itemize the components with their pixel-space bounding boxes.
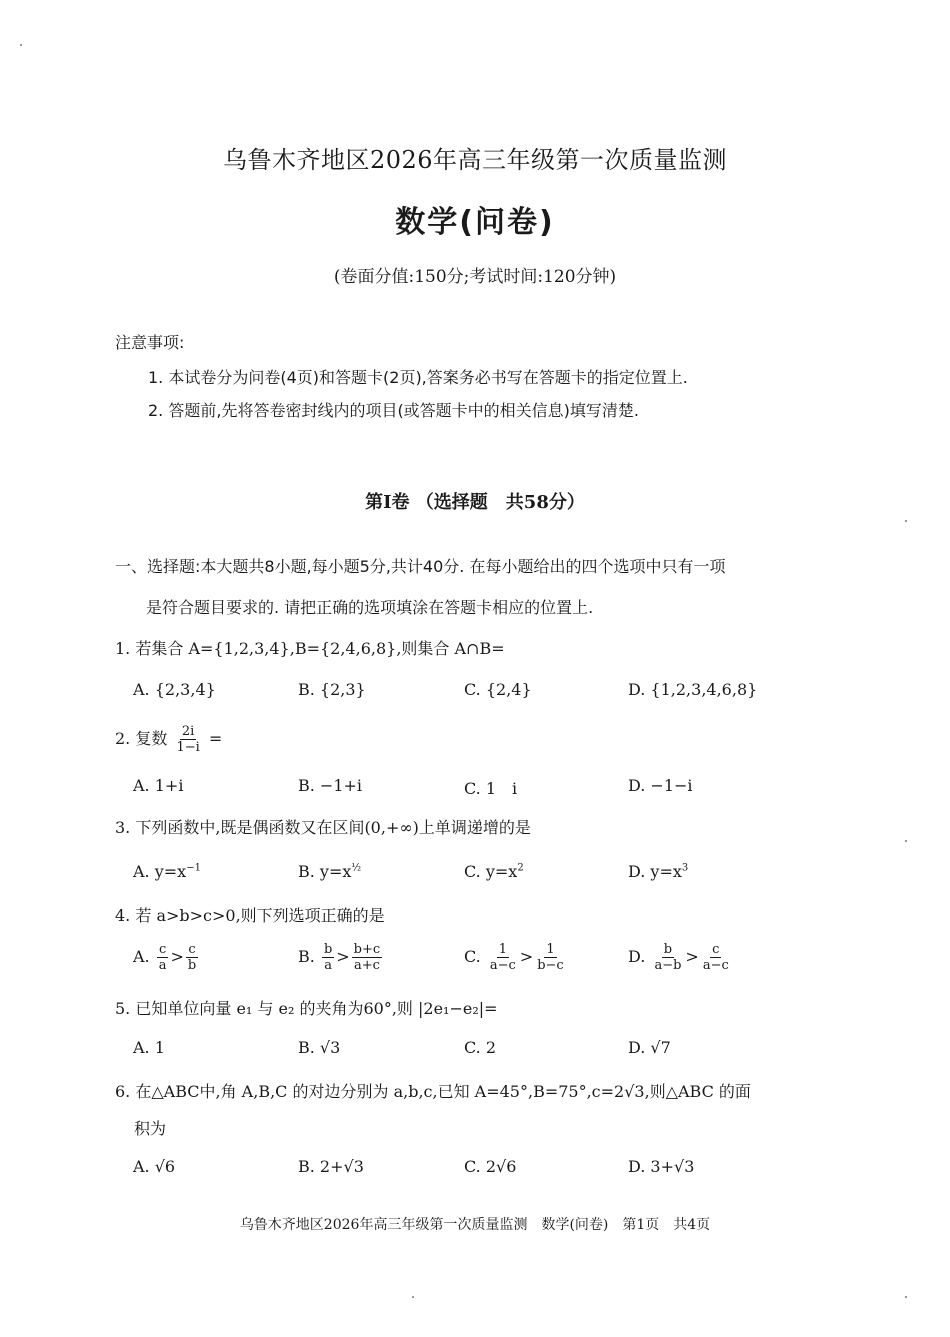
question-4-stem: 4. 若 a>b>c>0,则下列选项正确的是 xyxy=(115,906,385,925)
q6-option-a: A. √6 xyxy=(133,1157,176,1176)
q4-option-a: A. $\frac{c}{a}$ > $\frac{c}{b}$ xyxy=(133,942,197,973)
question-3-stem: 3. 下列函数中,既是偶函数又在区间(0,+∞)上单调递增的是 xyxy=(115,818,531,837)
q2-option-d: D. −1−i xyxy=(628,776,693,795)
q4-option-d: D. $\frac{b}{a-b}$ > $\frac{c}{a-c}$ xyxy=(628,942,729,973)
q1-option-d: D. {1,2,3,4,6,8} xyxy=(628,680,758,699)
note-item-2: 2. 答题前,先将答卷密封线内的项目(或答题卡中的相关信息)填写清楚. xyxy=(148,401,640,420)
scan-speck xyxy=(905,1296,907,1298)
q6-option-d: D. 3+√3 xyxy=(628,1157,695,1176)
question-6-stem-line2: 积为 xyxy=(134,1119,167,1138)
notes-heading: 注意事项: xyxy=(115,333,185,352)
q2-option-b: B. −1+i xyxy=(298,776,363,795)
q2-option-a: A. 1+i xyxy=(133,776,184,795)
part-title: 第Ⅰ卷 （选择题 共58分） xyxy=(365,492,585,513)
q4-option-c: C. $\frac{1}{a-c}$ > $\frac{1}{b-c}$ xyxy=(464,942,564,973)
note-item-1: 1. 本试卷分为问卷(4页)和答题卡(2页),答案务必书写在答题卡的指定位置上. xyxy=(148,368,688,387)
scan-speck xyxy=(905,520,907,522)
q1-option-b: B. {2,3} xyxy=(298,680,366,699)
section-instructions-line2: 是符合题目要求的. 请把正确的选项填涂在答题卡相应的位置上. xyxy=(146,598,594,617)
q3-option-b: B. $y=x^{\frac{1}{2}}$ xyxy=(298,862,362,881)
question-1-stem: 1. 若集合 A={1,2,3,4},B={2,4,6,8},则集合 A∩B= xyxy=(115,639,505,658)
q5-option-b: B. √3 xyxy=(298,1038,341,1057)
q4-option-b: B. $\frac{b}{a}$ > $\frac{b+c}{a+c}$ xyxy=(298,942,381,973)
q6-option-c: C. 2√6 xyxy=(464,1157,517,1176)
question-5-stem: 5. 已知单位向量 e₁ 与 e₂ 的夹角为60°,则 |2e₁−e₂|= xyxy=(115,999,498,1018)
page-footer: 乌鲁木齐地区2026年高三年级第一次质量监测 数学(问卷) 第1页 共4页 xyxy=(239,1217,711,1233)
q3-option-c: C. $y=x^2$ xyxy=(464,862,524,881)
q2-fraction: $\frac{2i}{1-i}$ xyxy=(176,724,200,755)
section-instructions-line1: 一、选择题:本大题共8小题,每小题5分,共计40分. 在每小题给出的四个选项中只有一项 xyxy=(115,557,726,576)
q5-option-a: A. 1 xyxy=(133,1038,165,1057)
scan-speck xyxy=(20,44,22,46)
q2-option-c: C. 1 i xyxy=(464,779,518,798)
q3-option-a: A. $y=x^{-1}$ xyxy=(133,862,201,881)
question-6-stem-line1: 6. 在△ABC中,角 A,B,C 的对边分别为 a,b,c,已知 A=45°,B=75°,c=2√3,则△ABC 的面 xyxy=(115,1082,751,1101)
q5-option-d: D. √7 xyxy=(628,1038,671,1057)
q3-option-d: D. $y=x^3$ xyxy=(628,862,689,881)
question-2-stem: 2. 复数 $\frac{2i}{1-i}$ = xyxy=(115,724,223,755)
exam-subject: 数学(问卷) xyxy=(395,205,555,240)
q5-option-c: C. 2 xyxy=(464,1038,497,1057)
score-info: (卷面分值:150分;考试时间:120分钟) xyxy=(333,267,617,287)
exam-title: 乌鲁木齐地区2026年高三年级第一次质量监测 xyxy=(222,146,728,174)
q6-option-b: B. 2+√3 xyxy=(298,1157,364,1176)
q1-option-a: A. {2,3,4} xyxy=(133,680,216,699)
scan-speck xyxy=(412,1296,414,1298)
q1-option-c: C. {2,4} xyxy=(464,680,532,699)
scan-speck xyxy=(905,840,907,842)
